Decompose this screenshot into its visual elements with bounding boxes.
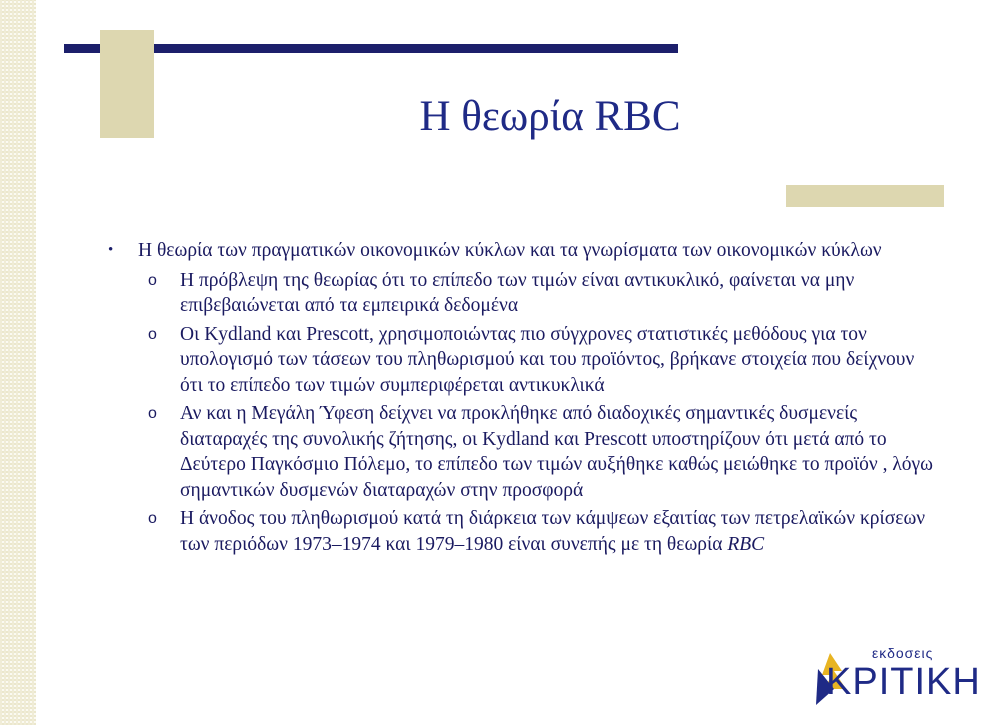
sub-bullet-text: Αν και η Μεγάλη Ύφεση δείχνει να προκλήθηκε από διαδοχικές σημαντικές δυσμενείς διαταραχές της συνολικής ζήτησης, οι Kydland και Prescott υποστηρίζουν ότι μετά από το Δεύτερο Παγκόσμιο Πόλεμο, το επίπεδο των τιμών αυξήθηκε καθώς μειώθηκε το προϊόν , λόγω σημαντικών δυσμενών διαταραχών στην προσφορά — [180, 403, 933, 501]
sub-bullet-text: Η πρόβλεψη της θεωρίας ότι το επίπεδο των τιμών είναι αντικυκλικό, φαίνεται να μην επιβεβαιώνεται από τα εμπειρικά δεδομένα — [180, 269, 855, 316]
sub-bullet-text-main: Η άνοδος του πληθωρισμού κατά τη διάρκεια των κάμψεων εξαιτίας των πετρελαϊκών κρίσεων των περιόδων 1973–1974 και 1979–1980 είναι συνεπής με τη θεωρία — [180, 508, 926, 555]
sub-bullet-list — [108, 268, 938, 558]
sub-bullet-item — [108, 506, 938, 557]
slide-content — [108, 238, 938, 560]
left-texture-stripe — [0, 0, 36, 725]
decorative-beige-block — [100, 30, 154, 138]
logo-small-text: εκδοσεις — [872, 645, 934, 661]
decorative-navy-bar — [64, 44, 678, 53]
sub-bullet-marker-icon: o — [148, 405, 157, 422]
main-bullet — [108, 238, 938, 264]
sub-bullet-item — [108, 401, 938, 503]
decorative-beige-bar — [786, 185, 944, 207]
sub-bullet-text: Οι Kydland και Prescott, χρησιμοποιώντας πιο σύγχρονες στατιστικές μεθόδους για τον υπολογισμό των τάσεων του πληθωρισμού και του προϊόντος, βρήκανε στοιχεία που δείχνουν ότι το επίπεδο των τιμών συμπεριφέρεται αντικυκλικά — [180, 323, 915, 396]
publisher-logo — [812, 645, 981, 715]
sub-bullet-text — [180, 506, 938, 557]
sub-bullet-marker-icon: o — [148, 510, 157, 527]
logo-big-text: ΚΡΙΤΙΚΗ — [826, 661, 981, 703]
sub-bullet-marker-icon: o — [148, 325, 157, 343]
bullet-dot-icon: • — [108, 242, 114, 258]
sub-bullet-item — [108, 268, 938, 319]
sub-bullet-text-italic: RBC — [727, 533, 765, 555]
sub-bullet-marker-icon: o — [148, 271, 157, 289]
main-bullet-text: Η θεωρία των πραγματικών οικονομικών κύκλων και τα γνωρίσματα των οικονομικών κύκλων — [138, 240, 882, 261]
sub-bullet-item — [108, 322, 938, 399]
slide-title: Η θεωρία RBC — [419, 93, 681, 140]
